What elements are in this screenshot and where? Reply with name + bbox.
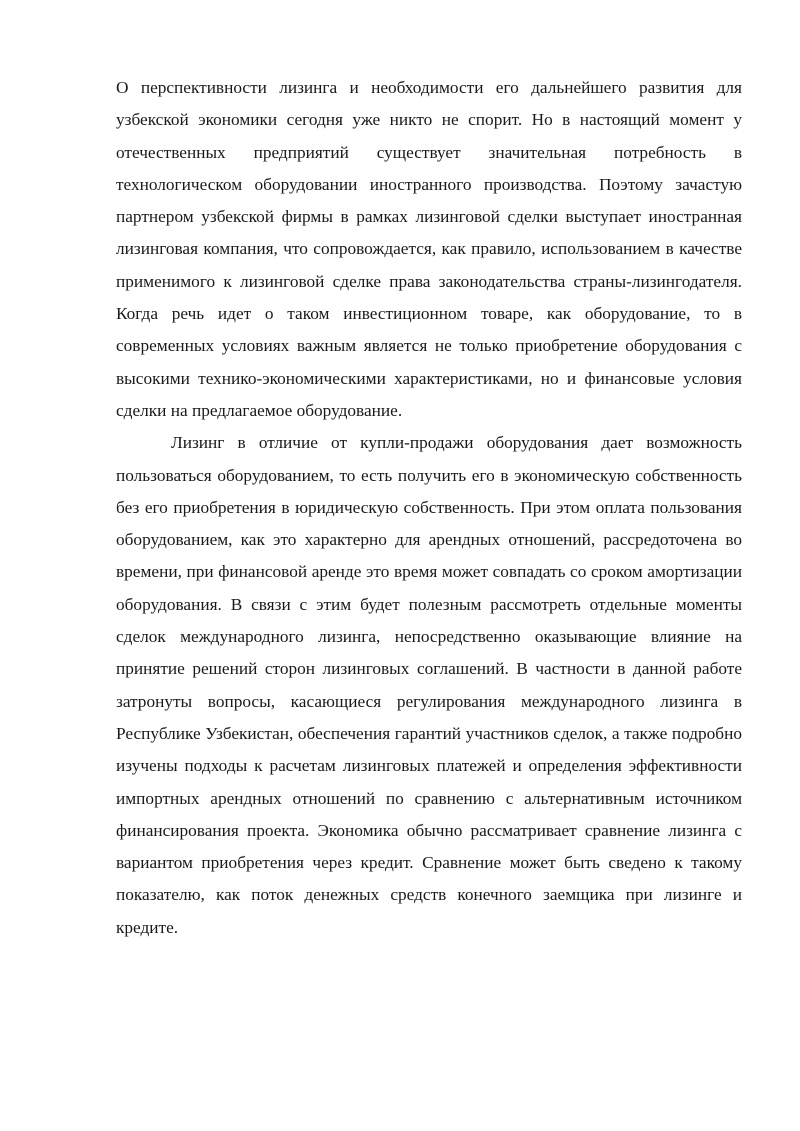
- document-page: [116, 72, 742, 944]
- paragraph-intro: О перспективности лизинга и необходимости его дальнейшего развития для узбекской экономики сегодня уже никто не спорит. Но в настоящий момент у отечественных предприятий существует значительная потребность в технологическом оборудовании иностранного производства. Поэтому зачастую партнером узбекской фирмы в рамках лизинговой сделки выступает иностранная лизинговая компания, что сопровождается, как правило, использованием в качестве применимого к лизинговой сделке права законодательства страны-лизингодателя. Когда речь идет о таком инвестиционном товаре, как оборудование, то в современных условиях важным является не только приобретение оборудования с высокими технико-экономическими характеристиками, но и финансовые условия сделки на предлагаемое оборудование.: [116, 78, 742, 420]
- paragraph-leasing-vs-purchase: Лизинг в отличие от купли-продажи оборудования дает возможность пользоваться оборудованием, то есть получить его в экономическую собственность без его приобретения в юридическую собственность. При этом оплата пользования оборудованием, как это характерно для арендных отношений, рассредоточена во времени, при финансовой аренде это время может совпадать со сроком амортизации оборудования. В связи с этим будет полезным рассмотреть отдельные моменты сделок международного лизинга, непосредственно оказывающие влияние на принятие решений сторон лизинговых соглашений. В частности в данной работе затронуты вопросы, касающиеся регулирования международного лизинга в Республике Узбекистан, обеспечения гарантий участников сделок, а также подробно изучены подходы к расчетам лизинговых платежей и определения эффективности импортных арендных отношений по сравнению с альтернативным источником финансирования проекта. Экономика обычно рассматривает сравнение лизинга с вариантом приобретения через кредит. Сравнение может быть сведено к такому показателю, как поток денежных средств конечного заемщика при лизинге и кредите.: [116, 433, 742, 937]
